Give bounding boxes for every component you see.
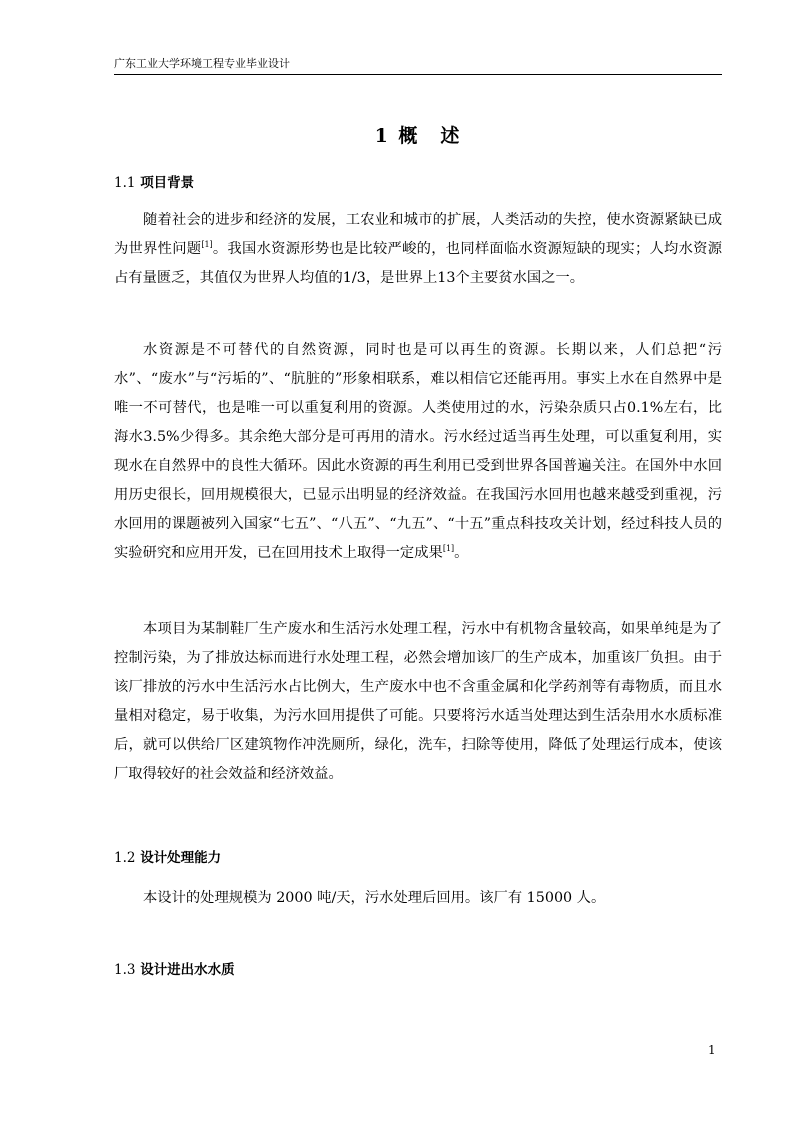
page-header xyxy=(114,56,722,75)
section-heading-1-3 xyxy=(114,960,235,980)
section-heading-1-2 xyxy=(114,848,221,868)
page-number: 1 xyxy=(708,1043,716,1057)
chapter-title: 1 概 述 xyxy=(374,125,462,147)
section-title: 设计处理能力 xyxy=(140,850,222,866)
paragraph-capacity xyxy=(114,884,722,913)
paragraph-background-1 xyxy=(114,206,722,293)
paragraph-text: 。我国水资源形势也是比较严峻的，也同样面临水资源短缺的现实；人均水资源占有量匮乏，其值仅为世界人均值的1/3，是世界上13个主要贫水国之一。 xyxy=(114,241,723,286)
paragraph-background-2 xyxy=(114,336,722,568)
paragraph-text: 水资源是不可替代的自然资源，同时也是可以再生的资源。长期以来，人们总把“污水”、“废水”与“污垢的”、“肮脏的”形象相联系，难以相信它还能再用。事实上水在自然界中是唯一不可替代，也是唯一可以重复利用的资源。人类使用过的水，污染杂质只占0.1%左右，比海水3.5%少得多。其余绝大部分是可再用的清水。污水经过适当再生处理，可以重复利用，实现水在自然界中的良性大循环。因此水资源的再生利用已受到世界各国普遍关注。在国外中水回用历史很长，回用规模很大，已显示出明显的经济效益。在我国污水回用也越来越受到重视，污水回用的课题被列入国家“七五”、“八五”、“九五”、“十五”重点科技攻关计划，经过科技人员的实验研究和应用开发，已在回用技术上取得一定成果 xyxy=(114,342,722,561)
paragraph-background-3 xyxy=(114,615,722,789)
section-heading-1-1 xyxy=(114,173,194,193)
paragraph-text: 本项目为某制鞋厂生产废水和生活污水处理工程，污水中有机物含量较高，如果单纯是为了控制污染，为了排放达标而进行水处理工程，必然会增加该厂的生产成本，加重该厂负担。由于该厂排放的污水中生活污水占比例大，生产废水中也不含重金属和化学药剂等有毒物质，而且水量相对稳定，易于收集，为污水回用提供了可能。只要将污水适当处理达到生活杂用水水质标准后，就可以供给厂区建筑物作冲洗厕所，绿化，洗车，扫除等使用，降低了处理运行成本，使该厂取得较好的社会效益和经济效益。 xyxy=(114,621,722,782)
paragraph-text: 。 xyxy=(454,545,469,561)
citation-ref: [1] xyxy=(201,240,213,250)
paragraph-text: 随着社会的进步和经济的发展，工农业和城市的扩展，人类活动的失控，使水资源紧缺已成为世界性问题 xyxy=(114,212,722,257)
citation-ref: [1] xyxy=(442,544,455,554)
section-title: 项目背景 xyxy=(140,175,195,191)
header-title: 广东工业大学环境工程专业毕业设计 xyxy=(114,57,290,70)
section-number: 1.3 xyxy=(114,962,136,978)
section-number: 1.2 xyxy=(114,850,136,866)
section-title: 设计进出水水质 xyxy=(140,962,235,978)
section-number: 1.1 xyxy=(114,175,136,191)
paragraph-text: 本设计的处理规模为 2000 吨/天，污水处理后回用。该厂有 15000 人。 xyxy=(143,890,606,906)
